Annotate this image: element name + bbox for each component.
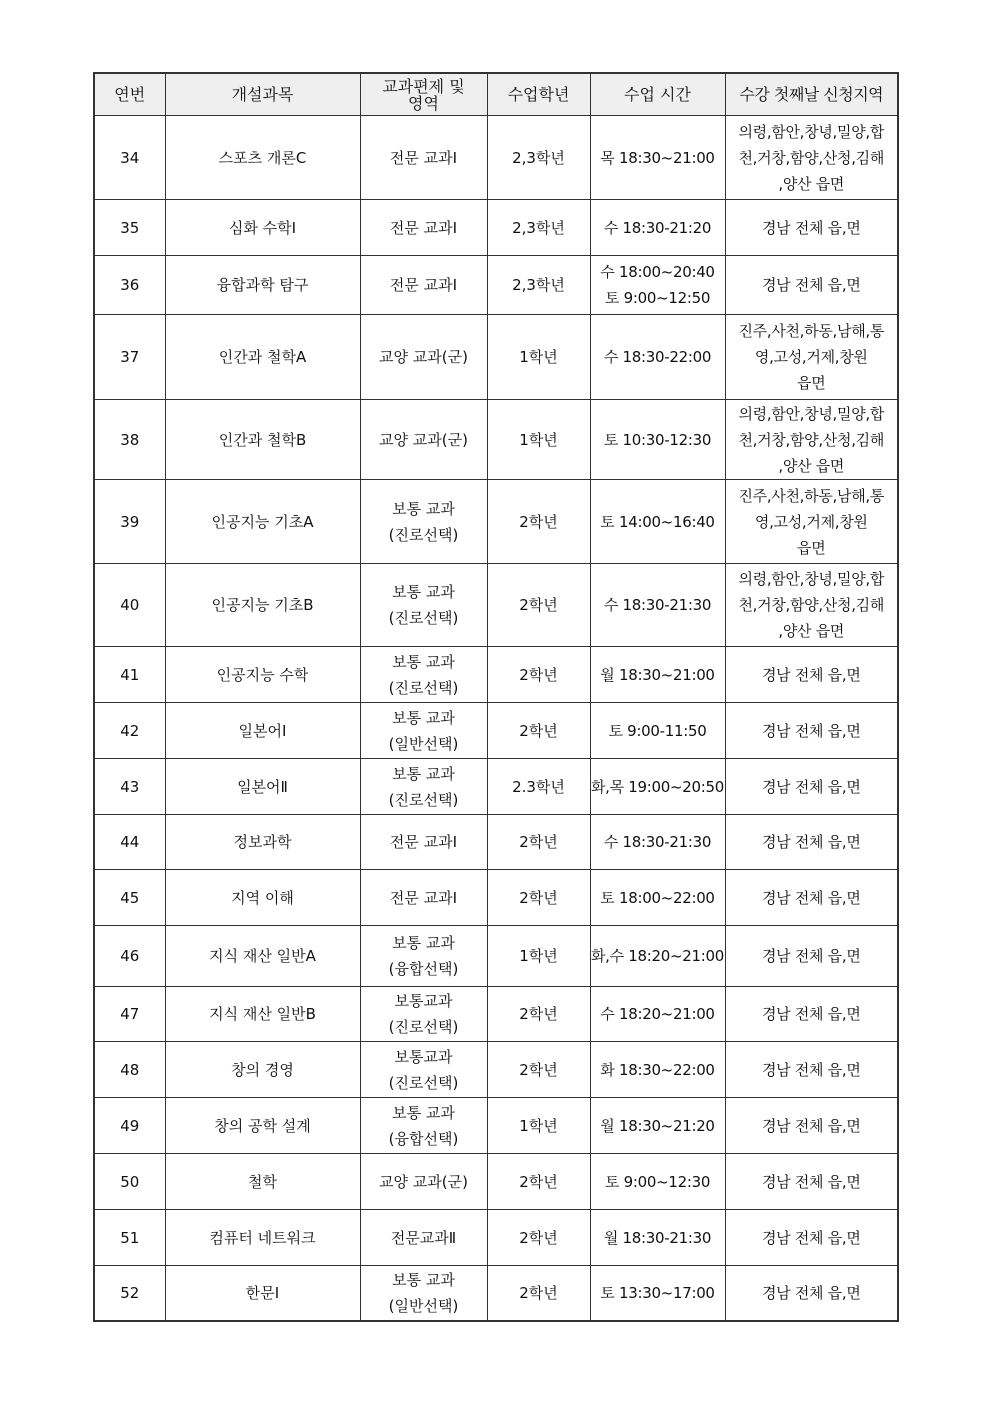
cell-time — [590, 926, 725, 987]
cell-time-line: 수 18:30-22:00 — [603, 348, 712, 366]
cell-region-line: 경남 전체 읍,면 — [761, 276, 861, 294]
table-row — [94, 315, 898, 400]
cell-time-line: 수 18:30-21:20 — [603, 218, 712, 237]
cell-region-line: 의령,함안,창녕,밀양,합 — [738, 570, 885, 588]
table-row — [94, 1042, 898, 1098]
cell-no: 48 — [94, 1042, 165, 1098]
cell-category — [360, 647, 487, 703]
cell-no: 42 — [94, 703, 165, 759]
cell-region-line: 경남 전체 읍,면 — [761, 665, 861, 684]
cell-category-line: 교양 교과(군) — [379, 430, 468, 449]
cell-grade: 1학년 — [487, 400, 590, 480]
table-row — [94, 1154, 898, 1210]
cell-category-line: 보통 교과 — [392, 1270, 455, 1289]
cell-category — [360, 815, 487, 870]
cell-time — [590, 1210, 725, 1266]
cell-subject: 지역 이해 — [165, 870, 360, 926]
cell-region — [725, 1098, 898, 1154]
cell-subject: 인공지능 기초B — [165, 564, 360, 647]
cell-region-line: 경남 전체 읍,면 — [761, 777, 861, 796]
cell-time-line: 토 18:00~22:00 — [600, 888, 715, 907]
cell-category-line: 전문교과Ⅱ — [390, 1228, 457, 1247]
cell-subject: 인공지능 수학 — [165, 647, 360, 703]
cell-no: 52 — [94, 1266, 165, 1321]
cell-region-line: 경남 전체 읍,면 — [761, 888, 861, 907]
cell-region-line: 천,거창,함양,산청,김해 — [738, 596, 885, 614]
cell-subject: 심화 수학Ⅰ — [165, 200, 360, 256]
cell-no: 40 — [94, 564, 165, 647]
table-row — [94, 647, 898, 703]
cell-grade: 2학년 — [487, 870, 590, 926]
cell-time — [590, 400, 725, 480]
cell-grade: 2,3학년 — [487, 256, 590, 315]
cell-time-line: 수 18:00~20:40 — [600, 263, 715, 281]
cell-grade: 2학년 — [487, 987, 590, 1042]
header-time: 수업 시간 — [590, 73, 725, 116]
header-row — [94, 73, 898, 116]
cell-category — [360, 1210, 487, 1266]
cell-region-line: 진주,사천,하동,남해,통 — [738, 322, 885, 340]
cell-region — [725, 870, 898, 926]
cell-subject: 창의 경영 — [165, 1042, 360, 1098]
cell-category-line: 전문 교과Ⅰ — [389, 218, 458, 237]
cell-time — [590, 116, 725, 200]
cell-subject: 철학 — [165, 1154, 360, 1210]
cell-region-line: 경남 전체 읍,면 — [761, 218, 861, 237]
table-row — [94, 870, 898, 926]
cell-time-line: 목 18:30~21:00 — [600, 148, 715, 167]
table-row — [94, 1266, 898, 1321]
cell-region-line: 경남 전체 읍,면 — [761, 1060, 861, 1079]
cell-no: 49 — [94, 1098, 165, 1154]
cell-region — [725, 759, 898, 815]
cell-region-line: 의령,함안,창녕,밀양,합 — [738, 404, 885, 423]
cell-category-line: 전문 교과Ⅰ — [389, 888, 458, 907]
cell-category-line: (진로선택) — [388, 1018, 459, 1036]
cell-region-line: 경남 전체 읍,면 — [761, 1228, 861, 1247]
cell-subject: 일본어Ⅰ — [165, 703, 360, 759]
cell-grade: 2,3학년 — [487, 116, 590, 200]
cell-no: 46 — [94, 926, 165, 987]
cell-subject: 정보과학 — [165, 815, 360, 870]
cell-time-line: 수 18:20~21:00 — [600, 1005, 715, 1023]
cell-subject: 컴퓨터 네트워크 — [165, 1210, 360, 1266]
cell-category-line: (진로선택) — [388, 525, 459, 544]
cell-time — [590, 987, 725, 1042]
cell-category-line: 교양 교과(군) — [379, 348, 468, 366]
cell-region-line: 읍면 — [797, 374, 826, 392]
cell-no: 44 — [94, 815, 165, 870]
cell-category — [360, 116, 487, 200]
cell-time-line: 월 18:30~21:20 — [600, 1116, 715, 1135]
cell-category — [360, 1266, 487, 1321]
header-region: 수강 첫째날 신청지역 — [725, 73, 898, 116]
cell-category — [360, 703, 487, 759]
cell-category — [360, 870, 487, 926]
cell-time-line: 토 9:00~12:30 — [604, 1172, 711, 1191]
cell-category — [360, 564, 487, 647]
cell-grade: 2,3학년 — [487, 200, 590, 256]
cell-region-line: 영,고성,거제,창원 — [754, 348, 868, 366]
header-category: 교과편제 및 영역 — [360, 73, 487, 116]
cell-grade: 2학년 — [487, 1154, 590, 1210]
cell-region-line: 경남 전체 읍,면 — [761, 833, 861, 851]
cell-grade: 2학년 — [487, 815, 590, 870]
cell-no: 45 — [94, 870, 165, 926]
cell-time — [590, 759, 725, 815]
cell-time-line: 화 18:30~22:00 — [600, 1060, 715, 1079]
cell-category — [360, 1098, 487, 1154]
cell-no: 35 — [94, 200, 165, 256]
cell-no: 41 — [94, 647, 165, 703]
cell-subject: 지식 재산 일반B — [165, 987, 360, 1042]
cell-region-line: 경남 전체 읍,면 — [761, 721, 861, 740]
cell-region — [725, 116, 898, 200]
cell-region-line: 경남 전체 읍,면 — [761, 1005, 861, 1023]
cell-category-line: 전문 교과Ⅰ — [389, 148, 458, 167]
cell-no: 38 — [94, 400, 165, 480]
cell-category-line: 교양 교과(군) — [379, 1172, 468, 1191]
cell-category-line: (진로선택) — [388, 790, 459, 809]
header-no: 연번 — [94, 73, 165, 116]
table-row — [94, 400, 898, 480]
cell-region — [725, 647, 898, 703]
cell-time — [590, 480, 725, 564]
cell-grade: 2학년 — [487, 1266, 590, 1321]
cell-region-line: 진주,사천,하동,남해,통 — [738, 486, 885, 505]
table-row — [94, 703, 898, 759]
cell-category-line: (일반선택) — [388, 1296, 459, 1315]
table-row — [94, 815, 898, 870]
cell-time — [590, 703, 725, 759]
cell-no: 36 — [94, 256, 165, 315]
cell-region — [725, 1210, 898, 1266]
cell-category — [360, 926, 487, 987]
cell-no: 43 — [94, 759, 165, 815]
cell-time-line: 월 18:30~21:00 — [600, 665, 715, 684]
cell-category — [360, 256, 487, 315]
cell-category-line: 보통 교과 — [392, 1103, 455, 1122]
cell-region — [725, 480, 898, 564]
cell-grade: 1학년 — [487, 315, 590, 400]
table-row — [94, 759, 898, 815]
cell-category-line: (진로선택) — [388, 1073, 459, 1092]
cell-time-line: 토 14:00~16:40 — [600, 512, 715, 531]
cell-grade: 2학년 — [487, 703, 590, 759]
cell-category — [360, 400, 487, 480]
table-row — [94, 926, 898, 987]
cell-time — [590, 315, 725, 400]
table-row — [94, 1210, 898, 1266]
table-row — [94, 987, 898, 1042]
cell-region-line: 경남 전체 읍,면 — [761, 1172, 861, 1191]
cell-time-line: 토 9:00-11:50 — [608, 721, 707, 740]
cell-region — [725, 815, 898, 870]
cell-region — [725, 987, 898, 1042]
cell-category-line: (일반선택) — [388, 734, 459, 753]
cell-no: 50 — [94, 1154, 165, 1210]
cell-category-line: 전문 교과Ⅰ — [389, 833, 458, 851]
cell-subject: 인간과 철학B — [165, 400, 360, 480]
table-row — [94, 256, 898, 315]
cell-region-line: 천,거창,함양,산청,김해 — [738, 148, 885, 167]
cell-category-line: 보통 교과 — [392, 652, 455, 671]
cell-time — [590, 647, 725, 703]
cell-category-line: 보통 교과 — [392, 934, 455, 952]
cell-category-line: (진로선택) — [388, 609, 459, 627]
cell-category-line: 보통 교과 — [392, 499, 455, 518]
cell-subject: 한문Ⅰ — [165, 1266, 360, 1321]
cell-category-line: 보통 교과 — [392, 583, 455, 601]
cell-region — [725, 564, 898, 647]
header-subject: 개설과목 — [165, 73, 360, 116]
cell-region — [725, 1154, 898, 1210]
cell-category-line: (융합선택) — [388, 1129, 459, 1148]
cell-region — [725, 1042, 898, 1098]
cell-time-line: 화,수 18:20~21:00 — [590, 947, 725, 965]
cell-region-line: 경남 전체 읍,면 — [761, 947, 861, 965]
cell-category — [360, 987, 487, 1042]
table-row — [94, 480, 898, 564]
cell-no: 51 — [94, 1210, 165, 1266]
cell-time-line: 토 10:30-12:30 — [603, 430, 712, 449]
cell-region — [725, 200, 898, 256]
cell-category-line: (진로선택) — [388, 678, 459, 697]
cell-category — [360, 480, 487, 564]
cell-time — [590, 200, 725, 256]
cell-region-line: 읍면 — [797, 538, 826, 557]
cell-subject: 지식 재산 일반A — [165, 926, 360, 987]
cell-time-line: 수 18:30-21:30 — [603, 833, 712, 851]
table-row — [94, 564, 898, 647]
cell-grade: 1학년 — [487, 926, 590, 987]
cell-time — [590, 1042, 725, 1098]
cell-time-line: 토 9:00~12:50 — [604, 289, 711, 307]
cell-grade: 2학년 — [487, 480, 590, 564]
cell-category-line: 보통 교과 — [392, 708, 455, 727]
cell-region-line: 천,거창,함양,산청,김해 — [738, 430, 885, 449]
cell-subject: 인공지능 기초A — [165, 480, 360, 564]
cell-category-line: 보통교과 — [394, 1047, 453, 1066]
cell-subject: 융합과학 탐구 — [165, 256, 360, 315]
table-row — [94, 1098, 898, 1154]
cell-category-line: 전문 교과Ⅰ — [389, 276, 458, 294]
cell-time — [590, 1098, 725, 1154]
cell-subject: 일본어Ⅱ — [165, 759, 360, 815]
cell-region-line: 경남 전체 읍,면 — [761, 1116, 861, 1135]
cell-time — [590, 1154, 725, 1210]
cell-region — [725, 315, 898, 400]
table-row — [94, 200, 898, 256]
cell-category — [360, 200, 487, 256]
table-row — [94, 116, 898, 200]
cell-category-line: 보통교과 — [394, 992, 453, 1010]
cell-grade: 2학년 — [487, 564, 590, 647]
cell-category — [360, 1042, 487, 1098]
cell-time — [590, 870, 725, 926]
cell-region — [725, 703, 898, 759]
cell-grade: 1학년 — [487, 1098, 590, 1154]
cell-grade: 2학년 — [487, 1042, 590, 1098]
cell-grade: 2.3학년 — [487, 759, 590, 815]
course-table — [93, 72, 899, 1322]
cell-region — [725, 400, 898, 480]
cell-time-line: 수 18:30-21:30 — [603, 596, 712, 614]
cell-time — [590, 1266, 725, 1321]
cell-region-line: ,양산 읍면 — [778, 456, 845, 475]
cell-time-line: 토 13:30~17:00 — [600, 1283, 715, 1302]
cell-no: 34 — [94, 116, 165, 200]
cell-subject: 창의 공학 설계 — [165, 1098, 360, 1154]
cell-region-line: 영,고성,거제,창원 — [754, 512, 868, 531]
cell-time-line: 화,목 19:00~20:50 — [590, 777, 725, 796]
cell-category — [360, 759, 487, 815]
cell-region — [725, 256, 898, 315]
cell-time — [590, 256, 725, 315]
cell-no: 39 — [94, 480, 165, 564]
cell-region-line: ,양산 읍면 — [778, 622, 845, 640]
cell-category-line: 보통 교과 — [392, 764, 455, 783]
header-grade: 수업학년 — [487, 73, 590, 116]
cell-time — [590, 815, 725, 870]
cell-time-line: 월 18:30-21:30 — [603, 1228, 712, 1247]
cell-no: 47 — [94, 987, 165, 1042]
cell-subject: 스포츠 개론C — [165, 116, 360, 200]
cell-grade: 2학년 — [487, 1210, 590, 1266]
cell-region — [725, 926, 898, 987]
cell-category — [360, 315, 487, 400]
cell-no: 37 — [94, 315, 165, 400]
cell-category — [360, 1154, 487, 1210]
cell-region-line: ,양산 읍면 — [778, 174, 845, 193]
cell-category-line: (융합선택) — [388, 960, 459, 978]
cell-region-line: 경남 전체 읍,면 — [761, 1283, 861, 1302]
cell-region — [725, 1266, 898, 1321]
course-table-body — [94, 116, 898, 1321]
cell-region-line: 의령,함안,창녕,밀양,합 — [738, 122, 885, 141]
cell-grade: 2학년 — [487, 647, 590, 703]
cell-time — [590, 564, 725, 647]
cell-subject: 인간과 철학A — [165, 315, 360, 400]
